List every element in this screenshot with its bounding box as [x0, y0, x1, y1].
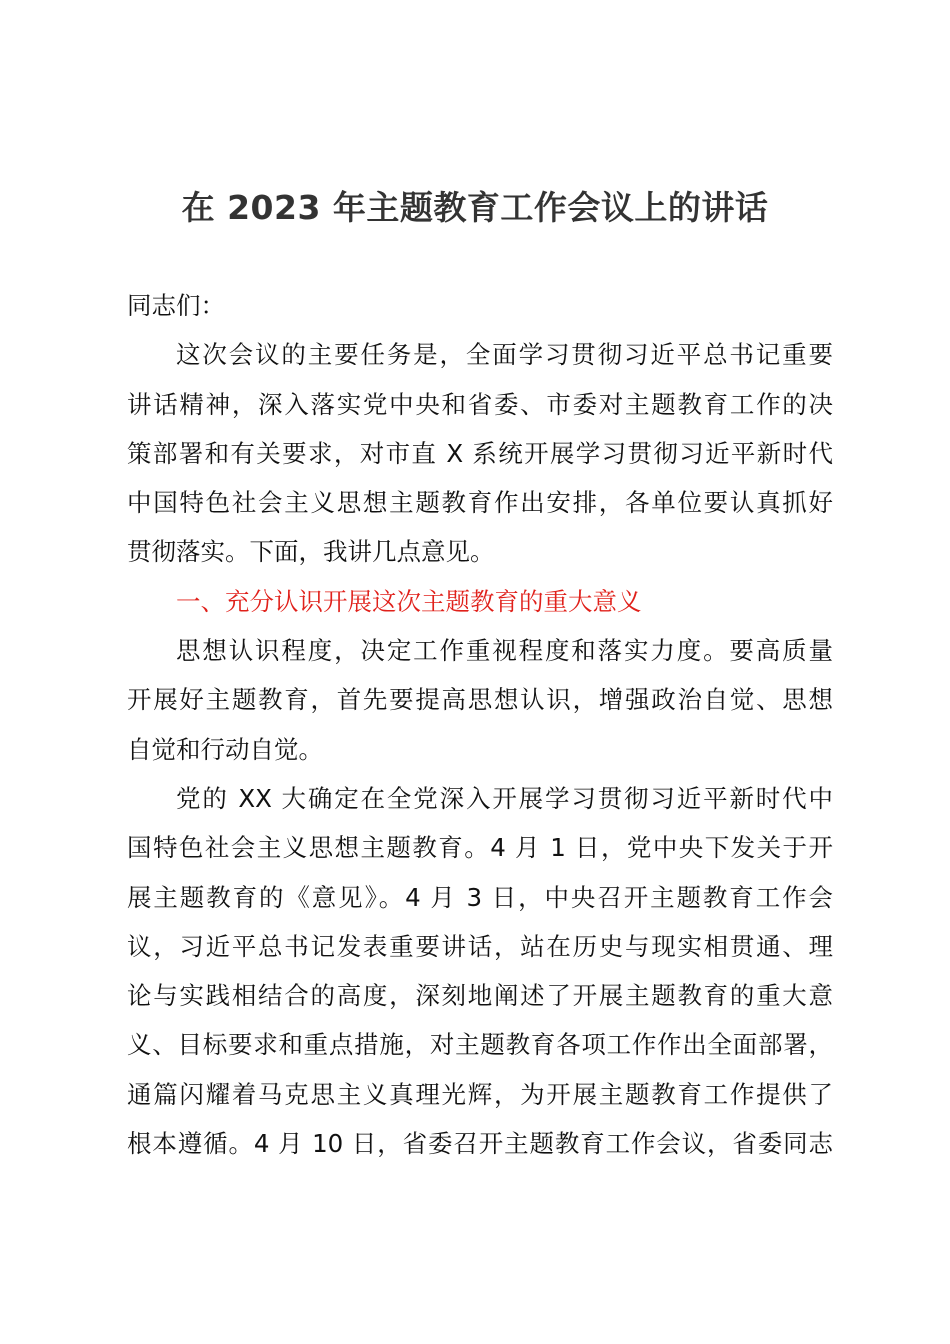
paragraph-line: 通篇闪耀着马克思主义真理光辉，为开展主题教育工作提供了: [127, 1079, 833, 1109]
paragraph-line: 议，习近平总书记发表重要讲话，站在历史与现实相贯通、理: [127, 931, 833, 961]
salutation: 同志们：: [127, 291, 225, 320]
paragraph-line: 开展好主题教育，首先要提高思想认识，增强政治自觉、思想: [127, 685, 833, 715]
paragraph-line: 自觉和行动自觉。: [127, 734, 323, 764]
section-heading: 一、充分认识开展这次主题教育的重大意义: [176, 586, 642, 616]
paragraph-line: 策部署和有关要求，对市直 X 系统开展学习贯彻习近平新时代: [127, 438, 833, 468]
paragraph-line: 讲话精神，深入落实党中央和省委、市委对主题教育工作的决: [127, 389, 833, 419]
paragraph-line: 中国特色社会主义思想主题教育作出安排，各单位要认真抓好: [127, 488, 833, 518]
paragraph-line: 根本遵循。4 月 10 日，省委召开主题教育工作会议，省委同志: [127, 1129, 833, 1159]
paragraph-line: 国特色社会主义思想主题教育。4 月 1 日，党中央下发关于开: [127, 833, 833, 863]
paragraph-line: 这次会议的主要任务是，全面学习贯彻习近平总书记重要: [176, 340, 833, 370]
paragraph-line: 展主题教育的《意见》。4 月 3 日，中央召开主题教育工作会: [127, 882, 833, 912]
document-body: [127, 281, 833, 1168]
paragraph-line: 贯彻落实。下面，我讲几点意见。: [127, 537, 495, 567]
paragraph-line: 思想认识程度，决定工作重视程度和落实力度。要高质量: [176, 636, 833, 666]
paragraph-line: 义、目标要求和重点措施，对主题教育各项工作作出全面部署，: [127, 1030, 833, 1060]
paragraph-line: 论与实践相结合的高度，深刻地阐述了开展主题教育的重大意: [127, 981, 833, 1011]
document-title: 在 2023 年主题教育工作会议上的讲话: [181, 188, 769, 227]
paragraph-line: 党的 XX 大确定在全党深入开展学习贯彻习近平新时代中: [176, 783, 833, 813]
